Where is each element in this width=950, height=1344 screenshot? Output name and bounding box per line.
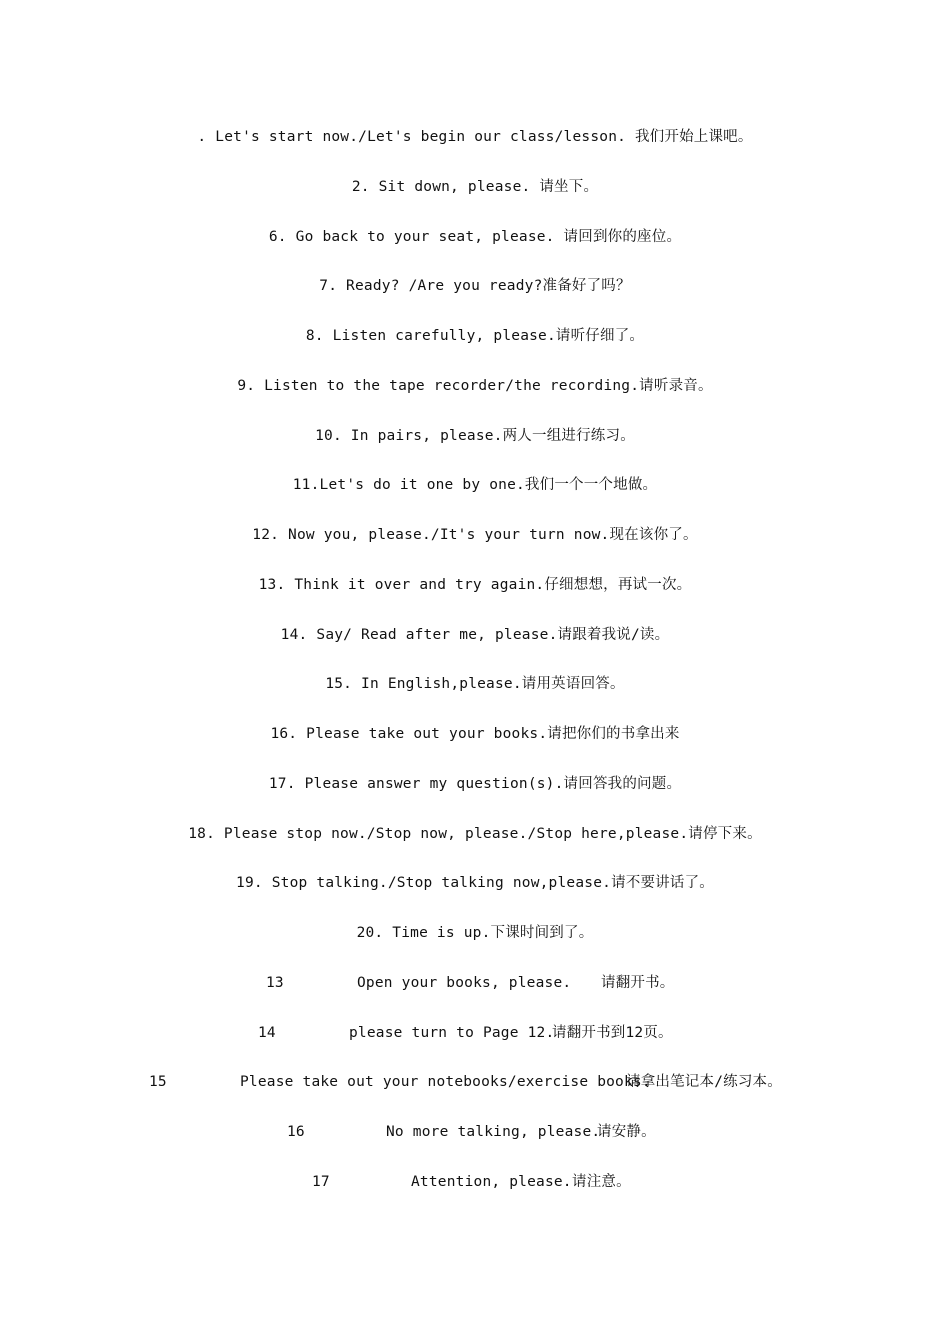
row-english: No more talking, please. <box>386 1124 601 1140</box>
phrase-line: 10. In pairs, please.两人一组进行练习。 <box>315 428 635 444</box>
row-number: 17 <box>312 1174 330 1190</box>
phrase-line: 17. Please answer my question(s).请回答我的问题。 <box>268 776 682 792</box>
row-english: Attention, please. <box>411 1174 572 1190</box>
row-english: Please take out your notebooks/exercise books. <box>240 1074 651 1090</box>
numbered-phrase-row <box>0 1122 950 1142</box>
phrase-line: 20. Time is up.下课时间到了。 <box>356 925 594 941</box>
row-number: 14 <box>258 1025 276 1041</box>
row-chinese: 请翻开书到12页。 <box>552 1025 673 1041</box>
row-english: Open your books, please. <box>357 975 572 991</box>
numbered-phrase-row <box>0 973 950 993</box>
phrase-line: 6. Go back to your seat, please. 请回到你的座位。 <box>268 229 682 245</box>
row-chinese: 请注意。 <box>572 1174 631 1190</box>
numbered-phrase-row <box>0 1172 950 1192</box>
row-chinese: 请翻开书。 <box>601 975 675 991</box>
phrase-line: 19. Stop talking./Stop talking now,please.请不要讲话了。 <box>236 875 714 891</box>
phrase-line: 12. Now you, please./It's your turn now.现在该你了。 <box>252 527 698 543</box>
phrase-line: 14. Say/ Read after me, please.请跟着我说/读。 <box>280 627 670 643</box>
row-chinese: 请安静。 <box>597 1124 656 1140</box>
row-number: 13 <box>266 975 284 991</box>
phrase-line: 2. Sit down, please. 请坐下。 <box>351 179 599 195</box>
phrase-line: 18. Please stop now./Stop now, please./Stop here,please.请停下来。 <box>188 826 762 842</box>
row-number: 15 <box>149 1074 167 1090</box>
numbered-phrase-row <box>0 1072 950 1092</box>
row-chinese: 请拿出笔记本/练习本。 <box>626 1074 782 1090</box>
phrase-line: 9. Listen to the tape recorder/the recording.请听录音。 <box>237 378 713 394</box>
phrase-line: 8. Listen carefully, please.请听仔细了。 <box>305 328 645 344</box>
phrase-line: . Let's start now./Let's begin our class/lesson. 我们开始上课吧。 <box>197 129 753 145</box>
row-number: 16 <box>287 1124 305 1140</box>
numbered-phrase-row <box>0 1023 950 1043</box>
row-english: please turn to Page 12. <box>349 1025 555 1041</box>
phrase-line: 11.Let's do it one by one.我们一个一个地做。 <box>292 477 658 493</box>
phrase-line: 16. Please take out your books.请把你们的书拿出来 <box>270 726 680 742</box>
phrase-line: 15. In English,please.请用英语回答。 <box>325 676 625 692</box>
phrase-line: 13. Think it over and try again.仔细想想，再试一次。 <box>258 577 692 593</box>
phrase-line: 7. Ready? /Are you ready?准备好了吗？ <box>319 278 631 294</box>
